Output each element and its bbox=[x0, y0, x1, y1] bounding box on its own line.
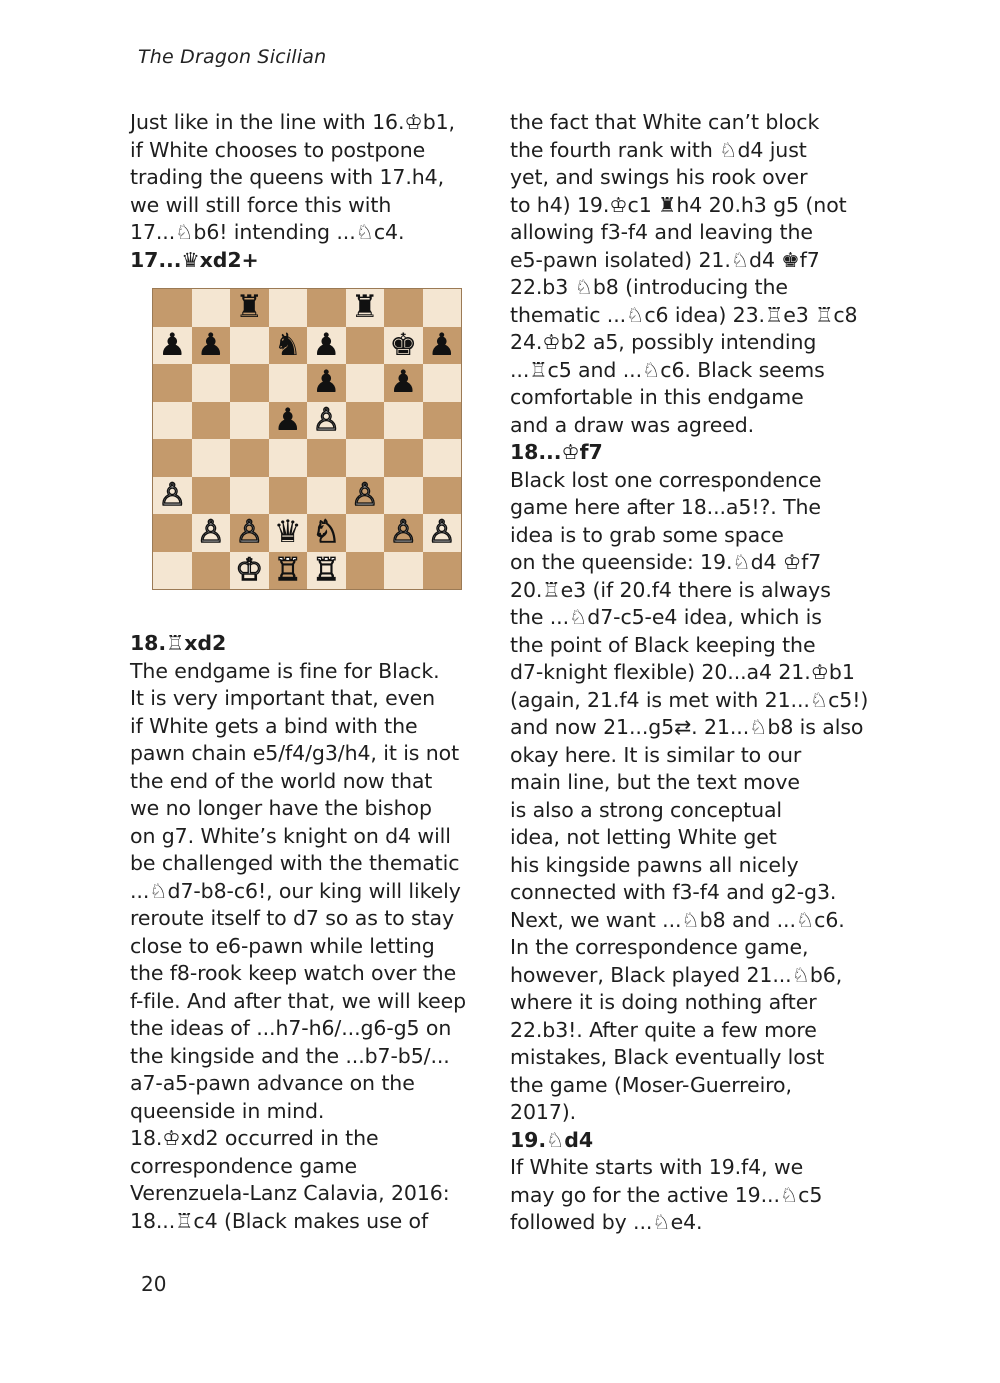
white-pawn-icon: ♙ bbox=[196, 514, 225, 551]
white-king-icon: ♔ bbox=[235, 551, 264, 588]
black-rook-icon: ♜ bbox=[235, 289, 264, 326]
board-square bbox=[192, 327, 231, 365]
board-square bbox=[192, 364, 231, 402]
white-pawn-icon: ♙ bbox=[389, 514, 418, 551]
board-square bbox=[230, 477, 269, 515]
paragraph: Black lost one correspondence game here after 18...a5!?. The idea is to grab some space on the queenside: 19.♘d4 ♔f7 20.♖e3 (if 20.f4 there is always the ...♘d7-c5-e4 idea, which is the point of Black keeping the d7-knight flexible) 20...a4 21.♔b1 (again, 21.f4 is met with 21...♘c5!) and now 21...g5⇄. 21...♘b8 is also okay here. It is similar to our main line, but the text move is also a strong conceptual idea, not letting White get his kingside pawns all nicely connected with f3-f4 and g2-g3. Next, we want ...♘b8 and ...♘c6. In the correspondence game, however, Black played 21...♘b6, where it is doing nothing after 22.b3!. After quite a few more mistakes, Black eventually lost the game (Moser-Guerreiro, 2017). bbox=[510, 467, 869, 1124]
move-heading: 18.♖xd2 bbox=[130, 631, 227, 655]
board-square bbox=[423, 477, 462, 515]
board-square bbox=[384, 552, 423, 590]
white-pawn-icon: ♙ bbox=[235, 514, 264, 551]
board-square bbox=[230, 514, 269, 552]
board-square bbox=[230, 402, 269, 440]
board-square bbox=[269, 364, 308, 402]
white-pawn-icon: ♙ bbox=[312, 401, 341, 438]
board-square bbox=[423, 364, 462, 402]
board-square bbox=[346, 289, 385, 327]
board-square bbox=[307, 477, 346, 515]
board-square bbox=[384, 439, 423, 477]
left-column bbox=[130, 109, 492, 1235]
board-square bbox=[384, 289, 423, 327]
board-square bbox=[307, 402, 346, 440]
paragraph: the fact that White can’t block the fourth rank with ♘d4 just yet, and swings his rook over to h4) 19.♔c1 ♜h4 20.h3 g5 (not allowing f3-f4 and leaving the e5-pawn isolated) 21.♘d4 ♚f7 22.b3 ♘b8 (introducing the thematic ...♘c6 idea) 23.♖e3 ♖c8 24.♔b2 a5, possibly intending ...♖c5 and ...♘c6. Black seems comfortable in this endgame and a draw was agreed. bbox=[510, 110, 858, 437]
board-square bbox=[307, 327, 346, 365]
board-square bbox=[153, 289, 192, 327]
black-knight-icon: ♞ bbox=[273, 326, 302, 363]
running-head: The Dragon Sicilian bbox=[138, 46, 327, 68]
board-square bbox=[192, 477, 231, 515]
white-rook-icon: ♖ bbox=[312, 551, 341, 588]
board-square bbox=[192, 439, 231, 477]
board-square bbox=[269, 477, 308, 515]
black-pawn-icon: ♟ bbox=[427, 326, 456, 363]
black-pawn-icon: ♟ bbox=[196, 326, 225, 363]
board-square bbox=[153, 364, 192, 402]
board-square bbox=[307, 439, 346, 477]
board-square bbox=[346, 327, 385, 365]
black-pawn-icon: ♟ bbox=[389, 364, 418, 401]
board-square bbox=[384, 327, 423, 365]
board-square bbox=[153, 552, 192, 590]
board-square bbox=[153, 514, 192, 552]
board-square bbox=[153, 439, 192, 477]
board-square bbox=[384, 402, 423, 440]
board-square bbox=[423, 552, 462, 590]
white-pawn-icon: ♙ bbox=[350, 476, 379, 513]
board-square bbox=[269, 514, 308, 552]
board-square bbox=[269, 327, 308, 365]
board-square bbox=[423, 402, 462, 440]
board-square bbox=[346, 439, 385, 477]
page-number: 20 bbox=[141, 1272, 167, 1296]
board-square bbox=[192, 514, 231, 552]
black-pawn-icon: ♟ bbox=[312, 364, 341, 401]
board-square bbox=[230, 552, 269, 590]
board-square bbox=[192, 552, 231, 590]
board-square bbox=[269, 402, 308, 440]
black-pawn-icon: ♟ bbox=[273, 401, 302, 438]
board-square bbox=[269, 552, 308, 590]
paragraph: The endgame is fine for Black. It is very important that, even if White gets a bind with the pawn chain e5/f4/g3/h4, it is not the end of the world now that we no longer have the bishop on g7. White’s knight on d4 will be challenged with the thematic ...♘d7-b8-c6!, our king will likely reroute itself to d7 so as to stay close to e6-pawn while letting the f8-rook keep watch over the f-file. And after that, we will keep the ideas of ...h7-h6/...g6-g5 on the kingside and the ...b7-b5/... a7-a5-pawn advance on the queenside in mind. 18.♔xd2 occurred in the correspondence game Verenzuela-Lanz Calavia, 2016: 18...♖c4 (Black makes use of bbox=[130, 658, 467, 1233]
board-square bbox=[423, 289, 462, 327]
board-square bbox=[346, 402, 385, 440]
board-square bbox=[307, 514, 346, 552]
board-square bbox=[230, 439, 269, 477]
board-square bbox=[307, 364, 346, 402]
right-column bbox=[510, 109, 872, 1237]
black-queen-icon: ♛ bbox=[273, 514, 302, 551]
board-square bbox=[230, 364, 269, 402]
move-heading: 17...♛xd2+ bbox=[130, 247, 259, 272]
board-square bbox=[153, 402, 192, 440]
white-knight-icon: ♘ bbox=[312, 514, 341, 551]
black-pawn-icon: ♟ bbox=[158, 326, 187, 363]
chess-board bbox=[152, 288, 462, 590]
black-rook-icon: ♜ bbox=[350, 289, 379, 326]
board-square bbox=[346, 552, 385, 590]
paragraph: Just like in the line with 16.♔b1, if White chooses to postpone trading the queens with 17.h4, we will still force this with 17...♘b6! intending ...♘c4. bbox=[130, 110, 455, 244]
paragraph: If White starts with 19.f4, we may go for the active 19...♘c5 followed by ...♘e4. bbox=[510, 1155, 823, 1234]
board-square bbox=[346, 514, 385, 552]
board-square bbox=[269, 289, 308, 327]
board-square bbox=[307, 552, 346, 590]
board-square bbox=[384, 514, 423, 552]
board-square bbox=[307, 289, 346, 327]
board-square bbox=[384, 477, 423, 515]
board-square bbox=[230, 327, 269, 365]
board-square bbox=[423, 327, 462, 365]
move-heading: 19.♘d4 bbox=[510, 1127, 594, 1152]
white-rook-icon: ♖ bbox=[273, 551, 302, 588]
board-square bbox=[269, 439, 308, 477]
board-square bbox=[153, 477, 192, 515]
board-square bbox=[230, 289, 269, 327]
black-pawn-icon: ♟ bbox=[312, 326, 341, 363]
board-square bbox=[346, 364, 385, 402]
board-square bbox=[192, 402, 231, 440]
board-square bbox=[192, 289, 231, 327]
chess-diagram bbox=[152, 288, 462, 590]
board-square bbox=[423, 514, 462, 552]
white-pawn-icon: ♙ bbox=[427, 514, 456, 551]
board-square bbox=[153, 327, 192, 365]
white-pawn-icon: ♙ bbox=[158, 476, 187, 513]
move-heading: 18...♔f7 bbox=[510, 440, 603, 464]
board-square bbox=[346, 477, 385, 515]
board-square bbox=[423, 439, 462, 477]
black-king-icon: ♚ bbox=[389, 326, 418, 363]
board-square bbox=[384, 364, 423, 402]
